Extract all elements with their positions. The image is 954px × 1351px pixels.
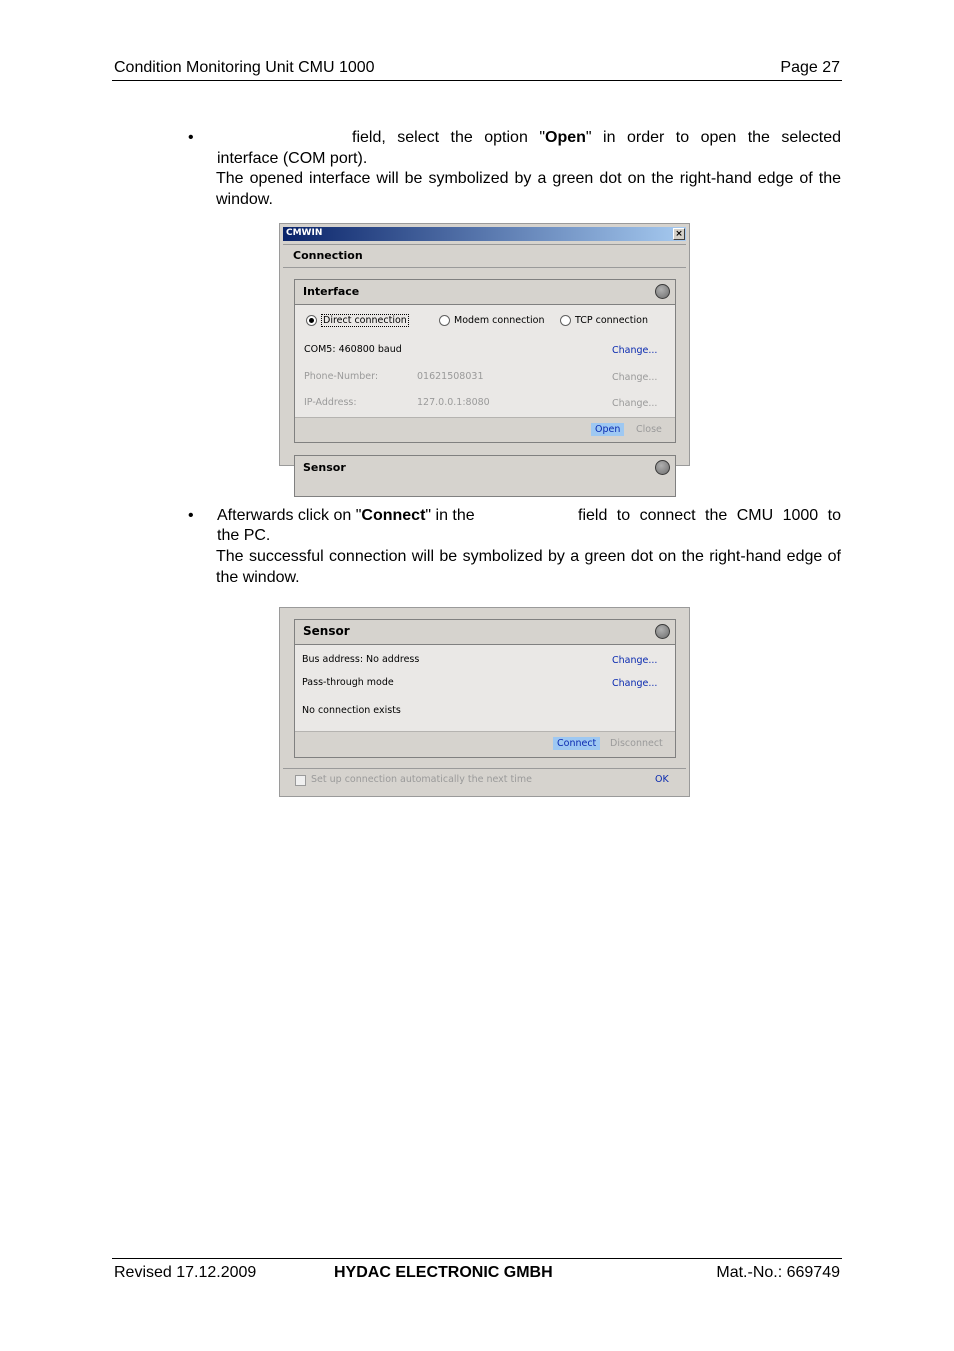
auto-connect-checkbox[interactable]: [295, 775, 306, 786]
radio-tcp-label[interactable]: TCP connection: [575, 315, 648, 326]
close-icon[interactable]: ×: [673, 228, 685, 240]
open-button[interactable]: Open: [591, 423, 624, 436]
window-title: CMWIN: [286, 228, 323, 238]
sensor-status-dot-icon: [655, 460, 670, 475]
page-number: Page 27: [780, 59, 840, 76]
change-pass-through-link[interactable]: Change...: [612, 678, 658, 689]
document-title: Condition Monitoring Unit CMU 1000: [114, 59, 375, 76]
phone-value: 01621508031: [417, 371, 484, 382]
auto-connect-label: Set up connection automatically the next time: [311, 774, 532, 785]
interface-panel-header: [295, 280, 675, 305]
ip-label: IP-Address:: [304, 397, 357, 408]
bullet-marker-2: •: [188, 507, 194, 524]
bullet1-line1: field, select the option "Open" in order to open the selected: [352, 128, 841, 149]
com-port-value: COM5: 460800 baud: [304, 344, 402, 355]
bullet1-description: The opened interface will be symbolized by a green dot on the right-hand edge of the window.: [216, 170, 841, 208]
ip-value: 127.0.0.1:8080: [417, 397, 490, 408]
bullet2-line1-end: field to connect the CMU 1000 to: [578, 507, 841, 524]
sensor-panel-header: [295, 620, 675, 645]
status-dot-icon: [655, 284, 670, 299]
change-phone-link[interactable]: Change...: [612, 372, 658, 383]
close-button[interactable]: Close: [636, 424, 662, 435]
interface-panel-title: Interface: [303, 285, 360, 298]
bullet-marker: •: [188, 129, 194, 146]
bus-address: Bus address: No address: [302, 654, 420, 665]
sensor-status-dot-icon: [655, 624, 670, 639]
window-titlebar: [283, 227, 686, 241]
cmwin-dialog-connection: [279, 223, 690, 474]
pass-through-mode: Pass-through mode: [302, 677, 394, 688]
disconnect-button[interactable]: Disconnect: [610, 738, 663, 749]
section-title: Connection: [293, 249, 363, 262]
connect-button[interactable]: Connect: [553, 737, 600, 750]
radio-modem-connection[interactable]: [439, 315, 450, 326]
page-footer: [112, 1258, 842, 1289]
radio-direct-label[interactable]: Direct connection: [323, 315, 407, 326]
change-ip-link[interactable]: Change...: [612, 398, 658, 409]
sensor-panel-title: Sensor: [303, 624, 350, 638]
interface-panel: [294, 279, 676, 443]
bullet2-line1-start: Afterwards click on "Connect" in the: [217, 507, 475, 524]
change-bus-link[interactable]: Change...: [612, 655, 658, 666]
change-com-link[interactable]: Change...: [612, 345, 658, 356]
connection-status: No connection exists: [302, 705, 401, 716]
sensor-panel-title-partial: Sensor: [303, 461, 346, 474]
page-header: [112, 58, 842, 81]
material-number: Mat.-No.: 669749: [716, 1264, 840, 1281]
phone-label: Phone-Number:: [304, 371, 379, 382]
sensor-button-bar: [295, 731, 675, 757]
dialog-footer: [283, 768, 686, 791]
bullet2-description: The successful connection will be symbolized by a green dot on the right-hand edge of the window.: [216, 548, 841, 586]
radio-modem-label[interactable]: Modem connection: [454, 315, 545, 326]
sensor-panel-partial: [294, 455, 676, 497]
radio-direct-connection[interactable]: [306, 315, 317, 326]
section-header: [283, 244, 686, 268]
ok-button[interactable]: OK: [655, 774, 669, 785]
radio-tcp-connection[interactable]: [560, 315, 571, 326]
cmwin-dialog-sensor: [279, 607, 690, 797]
company-name: HYDAC ELECTRONIC GMBH: [334, 1264, 553, 1281]
sensor-panel: [294, 619, 676, 758]
bullet1-line2: interface (COM port).: [217, 149, 841, 170]
bullet2-connect-bold: Connect: [361, 507, 426, 524]
bullet2-line2: the PC.: [217, 527, 271, 544]
interface-button-bar: [295, 417, 675, 442]
revision-date: Revised 17.12.2009: [114, 1264, 257, 1281]
